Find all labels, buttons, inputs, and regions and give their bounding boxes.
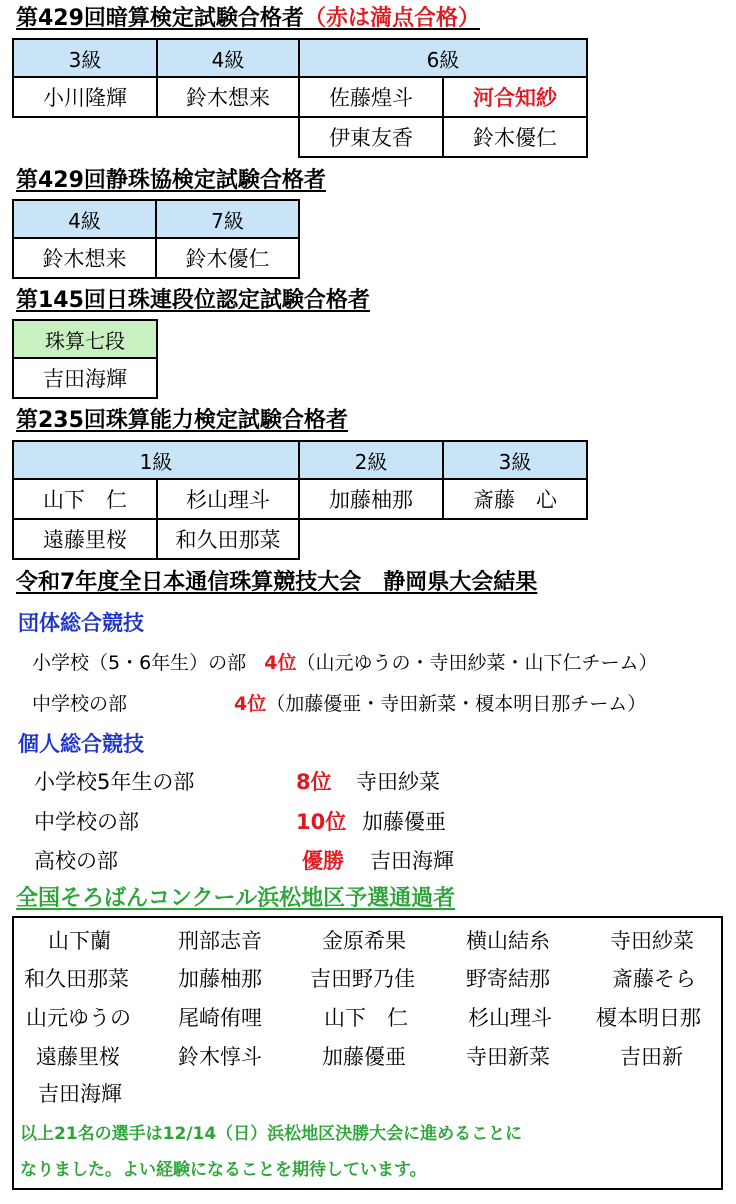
rank: 10位: [296, 810, 347, 834]
empty-cell: [157, 117, 299, 157]
team-row: [32, 650, 657, 676]
header-3kyu: 3級: [443, 441, 587, 479]
name-cell: 小川隆輝: [13, 77, 157, 117]
name-item: 山元ゆうの: [26, 1006, 131, 1030]
name-item: 刑部志音: [178, 929, 262, 953]
header-7dan: 珠算七段: [13, 320, 157, 358]
empty-cell: [13, 117, 157, 157]
header-3kyu: 3級: [13, 39, 157, 77]
name-item: 吉田新: [620, 1045, 683, 1069]
name-item: 尾崎侑哩: [178, 1006, 262, 1030]
header-1kyu: 1級: [13, 441, 299, 479]
indiv-title: 個人総合競技: [18, 732, 144, 756]
section-title-contest: 令和7年度全日本通信珠算競技大会 静岡県大会結果: [16, 570, 538, 595]
seishukyo-table: [12, 199, 300, 279]
header-6kyu: 6級: [299, 39, 587, 77]
title-note: （赤は満点合格）: [303, 6, 480, 31]
section-title-dan: 第145回日珠連段位認定試験合格者: [16, 288, 370, 313]
detail: （山元ゆうの・寺田紗菜・山下仁チーム）: [296, 652, 658, 674]
rank: 8位: [296, 770, 332, 794]
header-4kyu: 4級: [157, 39, 299, 77]
section-title-shuzan: 第235回珠算能力検定試験合格者: [16, 408, 348, 433]
name-item: 吉田野乃佳: [310, 967, 415, 991]
name-item: 寺田紗菜: [610, 929, 694, 953]
name-cell: 杉山理斗: [157, 479, 299, 519]
name-item: 山下蘭: [48, 929, 111, 953]
title-main: 第429回暗算検定試験合格者: [16, 6, 304, 31]
name-cell: 鈴木優仁: [156, 238, 299, 278]
name-cell: 伊東友香: [299, 117, 443, 157]
detail: （加藤優亜・寺田新菜・榎本明日那チーム）: [266, 693, 647, 715]
note-line-2: なりました。よい経験になることを期待しています。: [20, 1160, 427, 1180]
empty-cell: [299, 519, 443, 559]
name-cell: 遠藤里桜: [13, 519, 157, 559]
rank: 優勝: [302, 849, 344, 873]
division: 小学校5年生の部: [34, 770, 195, 794]
name: 寺田紗菜: [356, 770, 440, 794]
division: 中学校の部: [32, 693, 128, 715]
name-cell: 斎藤 心: [443, 479, 587, 519]
anzan-table: [12, 38, 588, 158]
rank: 4位: [264, 652, 297, 674]
name-item: 金原希果: [322, 929, 406, 953]
name-cell: 鈴木想来: [13, 238, 156, 278]
name-cell-perfect: 河合知紗: [443, 77, 587, 117]
indiv-row: [34, 769, 440, 795]
name-item: 加藤柚那: [178, 967, 262, 991]
header-7kyu: 7級: [156, 200, 299, 238]
name-item: 遠藤里桜: [36, 1045, 120, 1069]
name: 加藤優亜: [362, 810, 446, 834]
name-item: 杉山理斗: [468, 1006, 552, 1030]
indiv-row: [34, 848, 454, 874]
name-item: 吉田海輝: [38, 1082, 122, 1106]
team-row: [32, 691, 646, 717]
name-cell: 山下 仁: [13, 479, 157, 519]
concours-box: [12, 916, 723, 1190]
name-cell: 加藤柚那: [299, 479, 443, 519]
name-item: 山下 仁: [324, 1006, 408, 1030]
name-cell: 佐藤煌斗: [299, 77, 443, 117]
name-item: 斎藤そら: [612, 967, 696, 991]
team-title: 団体総合競技: [18, 611, 144, 635]
division: 小学校（5・6年生）の部: [32, 652, 247, 674]
name-cell: 和久田那菜: [157, 519, 299, 559]
name-cell: 鈴木優仁: [443, 117, 587, 157]
shuzan-table: [12, 440, 588, 560]
name-cell: 吉田海輝: [13, 358, 157, 398]
name-item: 鈴木惇斗: [178, 1045, 262, 1069]
dan-table: [12, 319, 158, 399]
section-title-seishukyo: 第429回静珠協検定試験合格者: [16, 168, 326, 193]
header-4kyu: 4級: [13, 200, 156, 238]
name: 吉田海輝: [370, 849, 454, 873]
division: 高校の部: [34, 849, 118, 873]
name-item: 野寄結那: [466, 967, 550, 991]
name-cell: 鈴木想来: [157, 77, 299, 117]
section-title-concours: 全国そろばんコンクール浜松地区予選通過者: [16, 886, 456, 911]
indiv-row: [34, 809, 446, 835]
name-item: 横山結糸: [466, 929, 550, 953]
name-item: 和久田那菜: [24, 967, 129, 991]
rank: 4位: [234, 693, 267, 715]
name-item: 寺田新菜: [466, 1045, 550, 1069]
name-item: 加藤優亜: [322, 1045, 406, 1069]
header-2kyu: 2級: [299, 441, 443, 479]
name-item: 榎本明日那: [596, 1006, 701, 1030]
division: 中学校の部: [34, 810, 139, 834]
section-title-anzan: [16, 6, 480, 32]
note-line-1: 以上21名の選手は12/14（日）浜松地区決勝大会に進めることに: [20, 1124, 523, 1144]
empty-cell: [443, 519, 587, 559]
